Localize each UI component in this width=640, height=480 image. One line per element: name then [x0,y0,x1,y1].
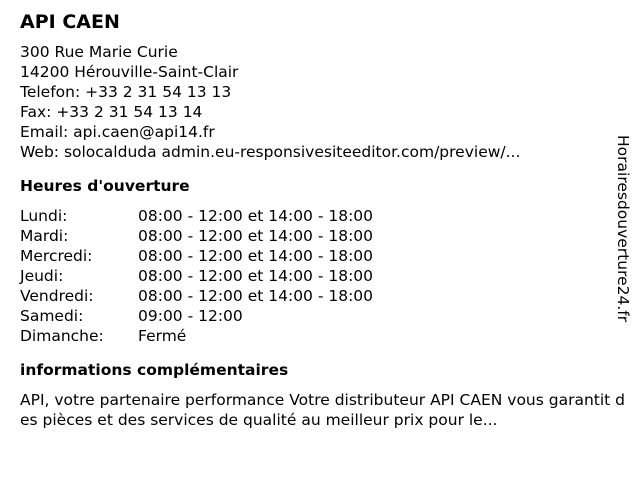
web-line: Web: solocalduda admin.eu-responsivesiteeditor.com/preview/... [20,143,521,161]
hours-time: 08:00 - 12:00 et 14:00 - 18:00 [138,287,374,305]
hours-day: Samedi: [20,307,84,325]
hours-row-sunday [20,326,632,346]
hours-row-thursday [20,266,632,286]
hours-time: 08:00 - 12:00 et 14:00 - 18:00 [138,267,374,285]
hours-time: 08:00 - 12:00 et 14:00 - 18:00 [138,207,374,225]
hours-day: Jeudi: [20,267,64,285]
info-heading: informations complémentaires [20,361,289,379]
address-line-1: 300 Rue Marie Curie [20,43,178,61]
hours-day: Mercredi: [20,247,93,265]
fax-line: Fax: +33 2 31 54 13 14 [20,103,203,121]
hours-day: Dimanche: [20,327,104,345]
hours-row-tuesday [20,226,632,246]
hours-time: 08:00 - 12:00 et 14:00 - 18:00 [138,247,374,265]
site-watermark: Horairesdouverture24.fr [614,135,632,323]
hours-day: Vendredi: [20,287,94,305]
hours-time: Fermé [138,327,187,345]
hours-time: 09:00 - 12:00 [138,307,243,325]
hours-row-monday [20,206,632,226]
business-name: API CAEN [20,11,120,33]
email-line: Email: api.caen@api14.fr [20,123,215,141]
business-card [20,10,632,430]
hours-time: 08:00 - 12:00 et 14:00 - 18:00 [138,227,374,245]
hours-row-friday [20,286,632,306]
hours-day: Lundi: [20,207,68,225]
address-line-2: 14200 Hérouville-Saint-Clair [20,63,239,81]
hours-row-saturday [20,306,632,326]
hours-row-wednesday [20,246,632,266]
info-text: API, votre partenaire performance Votre distributeur API CAEN vous garantit des pièces et des services de qualité au meilleur prix pour le... [20,391,626,429]
phone-line: Telefon: +33 2 31 54 13 13 [20,83,232,101]
hours-table [20,206,632,346]
hours-day: Mardi: [20,227,69,245]
hours-heading: Heures d'ouverture [20,177,190,195]
